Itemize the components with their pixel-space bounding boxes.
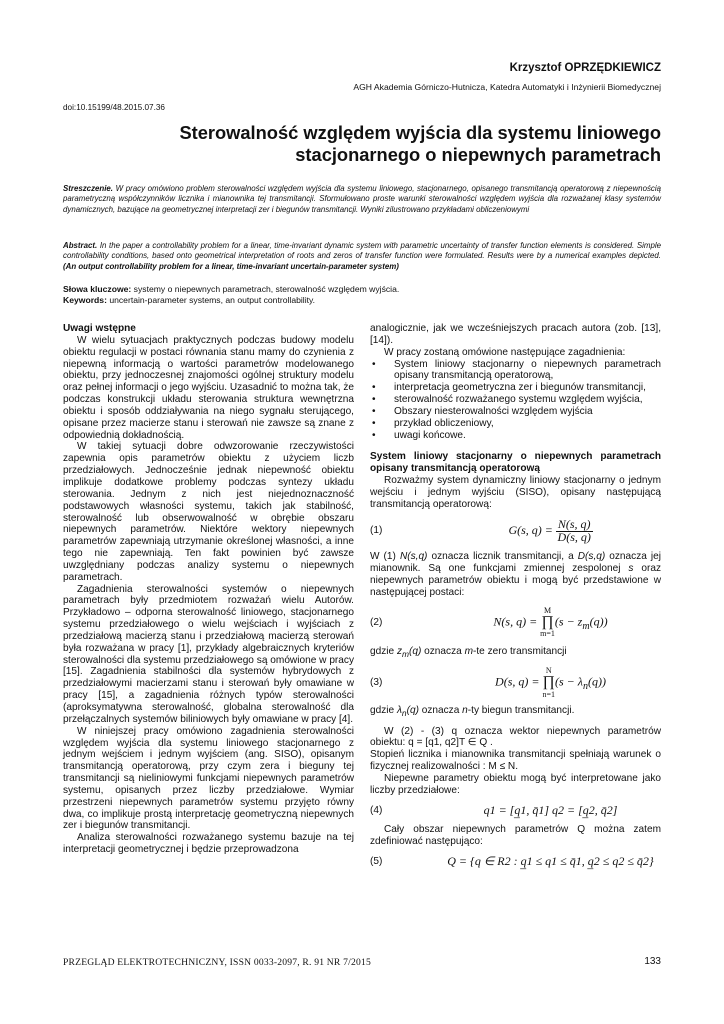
equation-number: (4) [370, 804, 383, 816]
equation-number: (5) [370, 856, 383, 868]
list-item: • przykład obliczeniowy, [370, 418, 661, 430]
paragraph: gdzie $\lambda_n(q)$ oznacza n-ty biegun transmitancji. [370, 704, 575, 718]
equation-2 [370, 605, 661, 641]
section-heading: Uwagi wstępne [63, 323, 136, 334]
right-column [370, 323, 661, 876]
list-item: • sterowalność rozważanego systemu względem wyjścia, [370, 394, 661, 406]
streszczenie: Streszczenie. W pracy omówiono problem sterowalności względem wyjścia dla systemu liniowego, stacjonarnego, opisanego transmitancją operatorową z niepewnością parametryczną współczynników licznika i mianownika tej transmitancji. Sformułowano proste warunki sterowalności względem wyjścia dla rozważanej klasy systemów dynamicznych, bazujące na geometrycznej interpretacji zer i biegunów transmitancji. Wyniki zilustrowano przykładami obliczeniowymi [63, 184, 661, 214]
equation-body: N(s, q) = M ∏ m=1 $(s - z_m(q))$ [493, 605, 608, 639]
paragraph: gdzie $z_m(q)$ oznacza m-te zero transmitancji [370, 646, 567, 660]
paragraph: Stopień licznika i mianownika transmitancji spełniają warunek o fizycznej realizowalności : M ≤ N. [370, 749, 661, 773]
paragraph: W takiej sytuacji dobre odwzorowanie rzeczywistości zapewnia opis parametrów obiektu z użyciem liczb przedziałowych. Jednocześnie jednak niepewność obiektu implikuje dodatkowe problemy podczas syntezy układu sterowania. Jednym z nich jest niejednoznaczność podstawowych własności systemu, takich jak stabilność, sterowalność lub obserwowalność w obrębie obszaru niepewnych parametrów. Niektóre wektory niepewnych parametrów zapewniają utrzymanie określonej własności, a inne tego nie zapewniają. Ten fakt powinien być zawsze uwzględniany podczas analizy systemu o niepewnych parametrach. [63, 441, 354, 583]
paragraph: Niepewne parametry obiektu mogą być interpretowane jako liczby przedziałowe: [370, 772, 661, 796]
list-item: • System liniowy stacjonarny o niepewnych parametrach opisany transmitancją operatorową, [370, 359, 661, 383]
paragraph: Cały obszar niepewnych parametrów Q można zatem zdefiniować następująco: [370, 824, 661, 848]
equation-number: (1) [370, 525, 383, 537]
equation-number: (2) [370, 616, 383, 628]
keywords-en: Keywords: uncertain-parameter systems, an output controllability. [63, 295, 316, 305]
left-column [63, 323, 354, 856]
abstract: Abstract. In the paper a controllability problem for a linear, time-invariant dynamic system with parametric uncertainty of transfer function elements is considered. Simple controllability conditions, based onto geometrical interpretation of roots and zeros of transfer function were formulated. Results were by a numerical examples depicted. (An output controllability problem for a linear, time-invariant uncertain-parameter system) [63, 241, 661, 271]
affiliation: AGH Akademia Górniczo-Hutnicza, Katedra Automatyki i Inżynierii Biomedycznej [353, 82, 661, 92]
doi: doi:10.15199/48.2015.07.36 [63, 103, 165, 112]
paragraph: Zagadnienia sterowalności systemów o niepewnych parametrach były przedmiotem rozważań wielu Autorów. Przykładowo – odporna sterowalność liniowego, stacjonarnego systemu przedziałowego o wielu wejściach i wyjściach z przedziałową macierzą stanu i przedziałową macierzą sterowań była rozważana w pracy [1], przykłady algebraicznych kryteriów sterowalności dla systemu przedziałowego są omówione w pracy [15]. Zagadnienia stabilności dla systemów hybrydowych z przedziałowymi macierzami stanu i sterowań były omawiane w pracy [15], a zagadnienia różnych typów sterowalności (aproksymatywna sterowalność, globalna sterowalność dla przełączalnych systemów biliniowych były omawiane w pracy [4]. [63, 583, 354, 725]
equation-body: Q = {q ∈ R2 : q̲1 ≤ q1 ≤ q̄1, q̲2 ≤ q2 ≤ q̄2} [447, 854, 654, 869]
equation-body: G(s, q) = $\frac{N(s, q)}{D(s, q)}$ [508, 516, 591, 544]
paragraph: W (2) - (3) q oznacza wektor niepewnych parametrów obiektu: q = [q1, q2]T ∈ Q . [370, 725, 661, 749]
paragraph: Analiza sterowalności rozważanego systemu bazuje na tej interpretacji geometrycznej i będzie przeprowadzona [63, 832, 354, 856]
author-name: Krzysztof OPRZĘDKIEWICZ [509, 62, 661, 74]
equation-3 [370, 665, 661, 701]
equation-body: q1 = [q̲1, q̄1] q2 = [q̲2, q̄2] [483, 802, 618, 817]
equation-1 [370, 516, 661, 544]
list-item: • uwagi końcowe. [370, 430, 661, 442]
keywords-pl: Słowa kluczowe: systemy o niepewnych parametrach, sterowalność względem wyjścia. [63, 284, 400, 294]
page-number: 133 [644, 956, 661, 967]
journal-footer: PRZEGLĄD ELEKTROTECHNICZNY, ISSN 0033-2097, R. 91 NR 7/2015 [63, 957, 371, 968]
paragraph: W niniejszej pracy omówiono zagadnienia sterowalności względem wyjścia dla systemu liniowego stacjonarnego z jednym wejściem i jednym wyjściem (ang. SISO), opisanym transmitancją operatorową, przy czym zera i bieguny tej transmitancji są nieliniowymi funkcjami niepewnych parametrów systemu, opisanych przez liczby przedziałowe. Wymiar przestrzeni niepewnych parametrów systemu przyjęto równy dwa, co implikuje prostą interpretację geometryczną niepewnych zer i biegunów transmitancji. [63, 725, 354, 832]
paragraph: W wielu sytuacjach praktycznych podczas budowy modelu obiektu regulacji w postaci równania stanu mamy do czynienia z niepewną informacją o wartości parametrów modelowanego obiektu, przy jednoczesnej znajomości ogólnej struktury modelu oraz pełnej informacji o jego wyjściu. Uzasadnić to można tak, że podczas konstrukcji układu sterowania struktura wewnętrzna obiektu i sposób oddziaływania na niego sygnału sterującego, opisane przez macierze stanu i sterowań nie zawsze są znane z odpowiednią dokładnością. [63, 334, 354, 441]
section-heading: System liniowy stacjonarny o niepewnych parametrach opisany transmitancją operatorową [370, 451, 661, 475]
list-item: • interpretacja geometryczna zer i biegunów transmitancji, [370, 382, 661, 394]
bullet-list [370, 359, 661, 442]
list-item: • Obszary niesterowalności względem wyjścia [370, 406, 661, 418]
equation-5 [370, 856, 661, 868]
paragraph: W (1) N(s,q) oznacza licznik transmitancji, a D(s,q) oznacza jej mianownik. Są one funkcjami zmiennej zespolonej s oraz niepewnych parametrów obiektu i mogą być przedstawione w następującej postaci: [370, 551, 661, 598]
paper-title: Sterowalność względem wyjścia dla systemu liniowego stacjonarnego o niepewnych parametrach [179, 122, 661, 165]
equation-4 [370, 802, 661, 817]
paragraph: analogicznie, jak we wcześniejszych pracach autora (zob. [13], [14]). [370, 323, 661, 346]
equation-body: D(s, q) = N ∏ n=1 $(s - \lambda_n(q))$ [495, 666, 606, 699]
equation-number: (3) [370, 676, 383, 688]
paragraph: Rozważmy system dynamiczny liniowy stacjonarny o jednym wejściu i jednym wyjściu (SISO), opisany następującą transmitancją operatorową: [370, 475, 661, 510]
paragraph: W pracy zostaną omówione następujące zagadnienia: [384, 346, 626, 358]
